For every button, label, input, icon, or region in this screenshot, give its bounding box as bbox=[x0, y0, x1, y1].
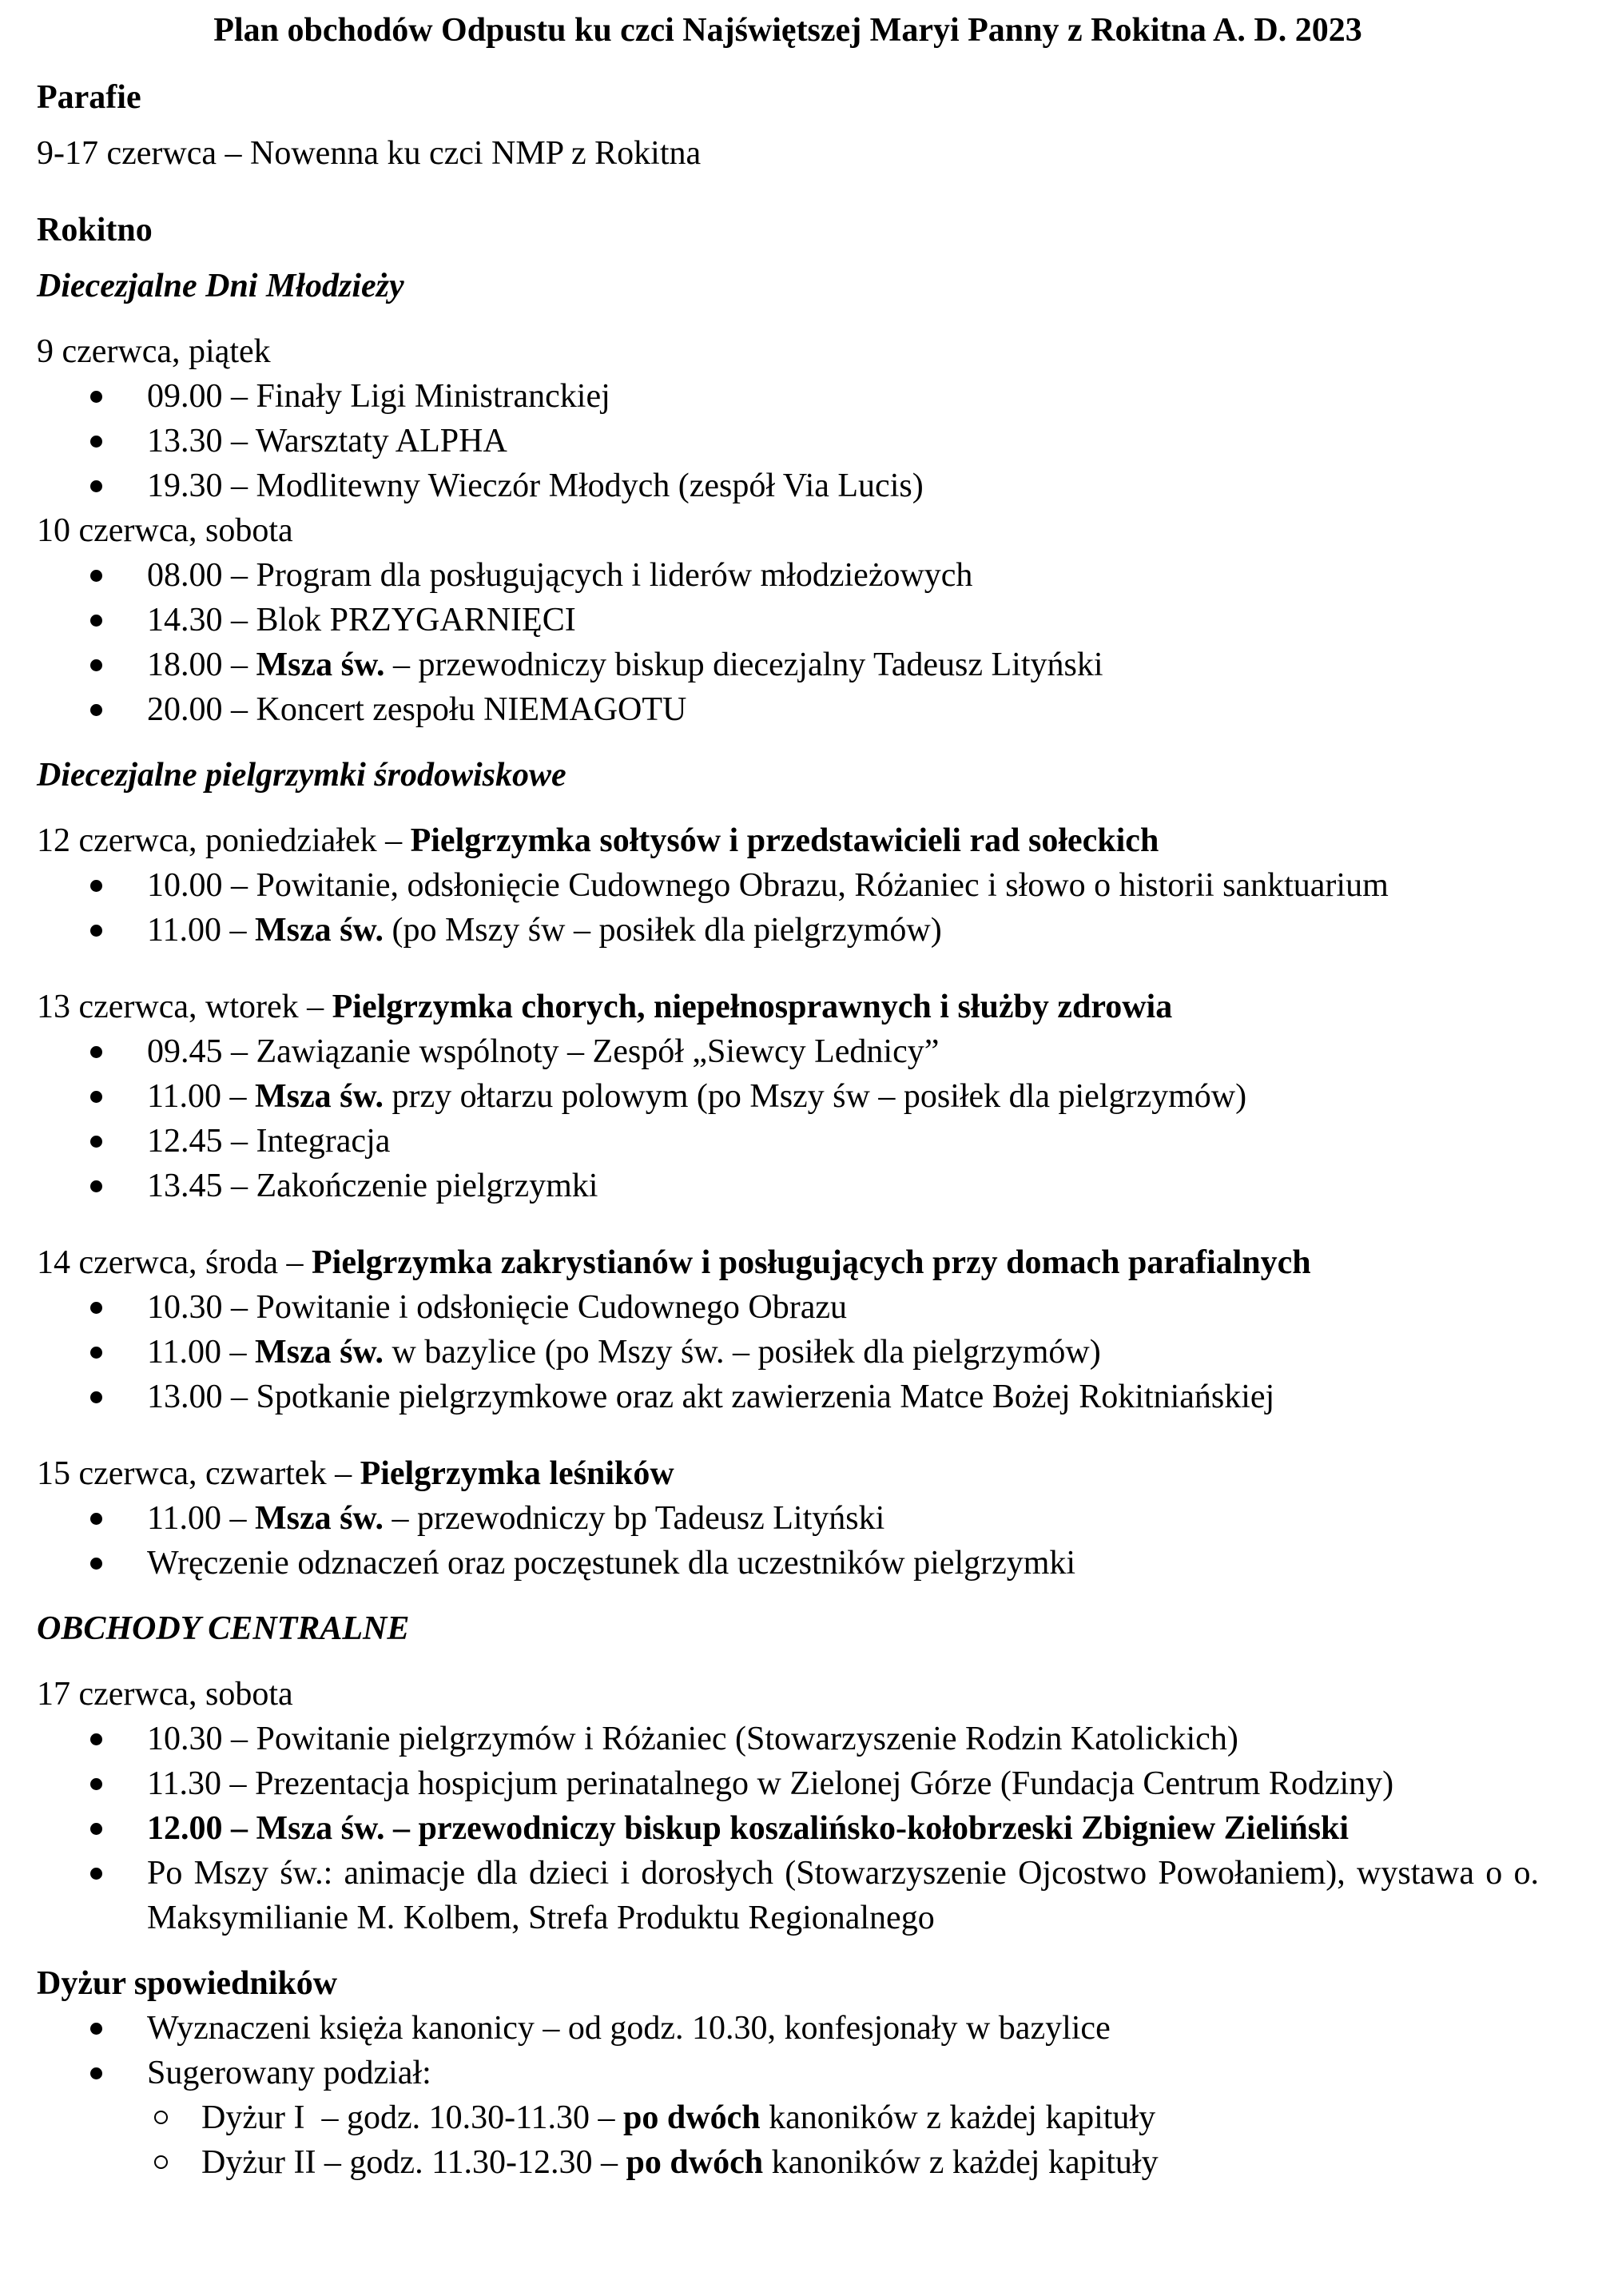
item-text: (po Mszy św – posiłek dla pielgrzymów) bbox=[383, 912, 942, 949]
item-time: 11.00 – bbox=[147, 1078, 255, 1115]
pilgrimage-header-12-june bbox=[37, 818, 1555, 863]
schedule-list-17-june bbox=[37, 1717, 1555, 1940]
subheading-youth-days: Diecezjalne Dni Młodzieży bbox=[37, 268, 404, 304]
pilgrimage-header-13-june bbox=[37, 985, 1555, 1029]
date-text: 14 czerwca, środa – bbox=[37, 1244, 312, 1281]
list-item: 11.30 – Prezentacja hospicjum perinatalnego w Zielonej Górze (Fundacja Centrum Rodziny) bbox=[37, 1761, 1555, 1806]
list-item: 12.45 – Integracja bbox=[37, 1119, 1555, 1164]
section-heading-rokitno: Rokitno bbox=[37, 212, 153, 249]
list-item bbox=[37, 1496, 1555, 1541]
list-item: 10.30 – Powitanie i odsłonięcie Cudownego Obrazu bbox=[37, 1285, 1555, 1330]
pilgrimage-name: Pielgrzymka sołtysów i przedstawicieli rad sołeckich bbox=[410, 822, 1159, 859]
schedule-list-15-june bbox=[37, 1496, 1555, 1586]
list-item: 10.00 – Powitanie, odsłonięcie Cudownego Obrazu, Różaniec i słowo o historii sanktuarium bbox=[37, 863, 1555, 908]
mass-label: Msza św. bbox=[254, 1078, 384, 1115]
pilgrimage-name: Pielgrzymka zakrystianów i posługujących przy domach parafialnych bbox=[312, 1244, 1311, 1281]
schedule-list-10-june bbox=[37, 553, 1555, 732]
duty-count: po dwóch bbox=[626, 2144, 764, 2181]
list-item bbox=[37, 1330, 1555, 1375]
duty-text: kanoników z każdej kapituły bbox=[763, 2144, 1159, 2181]
item-time: 11.00 – bbox=[147, 912, 255, 949]
section-heading-parafie: Parafie bbox=[37, 79, 141, 116]
list-item bbox=[37, 908, 1555, 953]
mass-label: Msza św. bbox=[256, 647, 385, 683]
list-item: 14.30 – Blok PRZYGARNIĘCI bbox=[37, 598, 1555, 643]
pilgrimage-name: Pielgrzymka leśników bbox=[360, 1455, 674, 1492]
section-heading-confessors: Dyżur spowiedników bbox=[37, 1965, 338, 2002]
list-item: 08.00 – Program dla posługujących i liderów młodzieżowych bbox=[37, 553, 1555, 598]
pilgrimage-name: Pielgrzymka chorych, niepełnosprawnych i służby zdrowia bbox=[332, 989, 1173, 1025]
date-text: 15 czerwca, czwartek – bbox=[37, 1455, 360, 1492]
list-item: Po Mszy św.: animacje dla dzieci i dorosłych (Stowarzyszenie Ojcostwo Powołaniem), wystawa o o. Maksymilianie M. Kolbem, Strefa Produktu Regionalnego bbox=[37, 1851, 1555, 1940]
list-item: Wyznaczeni księża kanonicy – od godz. 10.30, konfesjonały w bazylice bbox=[37, 2006, 1555, 2051]
item-text: w bazylice (po Mszy św. – posiłek dla pielgrzymów) bbox=[383, 1334, 1101, 1371]
sublist-item bbox=[37, 2140, 1555, 2185]
list-item: 09.45 – Zawiązanie wspólnoty – Zespół „Siewcy Lednicy” bbox=[37, 1029, 1555, 1074]
sublist-item bbox=[37, 2095, 1555, 2140]
subheading-central-celebrations: OBCHODY CENTRALNE bbox=[37, 1610, 410, 1647]
duty-text: kanoników z każdej kapituły bbox=[760, 2099, 1156, 2136]
subheading-pilgrimages: Diecezjalne pielgrzymki środowiskowe bbox=[37, 757, 566, 794]
item-text: przy ołtarzu polowym (po Mszy św – posiłek dla pielgrzymów) bbox=[383, 1078, 1247, 1115]
list-item: 19.30 – Modlitewny Wieczór Młodych (zespół Via Lucis) bbox=[37, 464, 1555, 508]
date-line-10-june: 10 czerwca, sobota bbox=[37, 512, 293, 549]
item-time: 11.00 – bbox=[147, 1334, 255, 1371]
novena-line: 9-17 czerwca – Nowenna ku czci NMP z Rokitna bbox=[37, 135, 702, 172]
duty-sublist bbox=[37, 2095, 1555, 2185]
list-item: 13.45 – Zakończenie pielgrzymki bbox=[37, 1164, 1555, 1208]
list-item: Sugerowany podział: bbox=[37, 2051, 1555, 2095]
list-item bbox=[37, 643, 1555, 687]
duty-time: Dyżur I – godz. 10.30-11.30 – bbox=[201, 2099, 624, 2136]
schedule-list-12-june bbox=[37, 863, 1555, 953]
document bbox=[37, 8, 1555, 2185]
date-line-17-june: 17 czerwca, sobota bbox=[37, 1676, 293, 1713]
date-text: 12 czerwca, poniedziałek – bbox=[37, 822, 411, 859]
list-item: 20.00 – Koncert zespołu NIEMAGOTU bbox=[37, 687, 1555, 732]
pilgrimage-header-14-june bbox=[37, 1240, 1555, 1285]
mass-label: Msza św. bbox=[254, 1334, 384, 1371]
main-mass-text: 12.00 – Msza św. – przewodniczy biskup koszalińsko-kołobrzeski Zbigniew Zieliński bbox=[147, 1810, 1350, 1847]
item-text: – przewodniczy biskup diecezjalny Tadeusz Lityński bbox=[384, 647, 1103, 683]
item-text: – przewodniczy bp Tadeusz Lityński bbox=[383, 1500, 885, 1537]
document-title: Plan obchodów Odpustu ku czci Najświętszej Maryi Panny z Rokitna A. D. 2023 bbox=[213, 12, 1362, 49]
pilgrimage-header-15-june bbox=[37, 1451, 1555, 1496]
duty-time: Dyżur II – godz. 11.30-12.30 – bbox=[201, 2144, 626, 2181]
mass-label: Msza św. bbox=[254, 1500, 384, 1537]
list-item: 13.00 – Spotkanie pielgrzymkowe oraz akt zawierzenia Matce Bożej Rokitniańskiej bbox=[37, 1375, 1555, 1419]
list-item bbox=[37, 1074, 1555, 1119]
list-item: 10.30 – Powitanie pielgrzymów i Różaniec (Stowarzyszenie Rodzin Katolickich) bbox=[37, 1717, 1555, 1761]
duty-count: po dwóch bbox=[623, 2099, 761, 2136]
item-time: 18.00 – bbox=[147, 647, 256, 683]
list-item: 13.30 – Warsztaty ALPHA bbox=[37, 419, 1555, 464]
schedule-list-14-june bbox=[37, 1285, 1555, 1419]
confessors-list bbox=[37, 2006, 1555, 2095]
schedule-list-13-june bbox=[37, 1029, 1555, 1208]
schedule-list-9-june bbox=[37, 374, 1555, 508]
item-time: 11.00 – bbox=[147, 1500, 255, 1537]
date-line-9-june: 9 czerwca, piątek bbox=[37, 333, 271, 370]
list-item: Wręczenie odznaczeń oraz poczęstunek dla uczestników pielgrzymki bbox=[37, 1541, 1555, 1586]
mass-label: Msza św. bbox=[254, 912, 384, 949]
list-item bbox=[37, 1806, 1555, 1851]
date-text: 13 czerwca, wtorek – bbox=[37, 989, 332, 1025]
list-item: 09.00 – Finały Ligi Ministranckiej bbox=[37, 374, 1555, 419]
